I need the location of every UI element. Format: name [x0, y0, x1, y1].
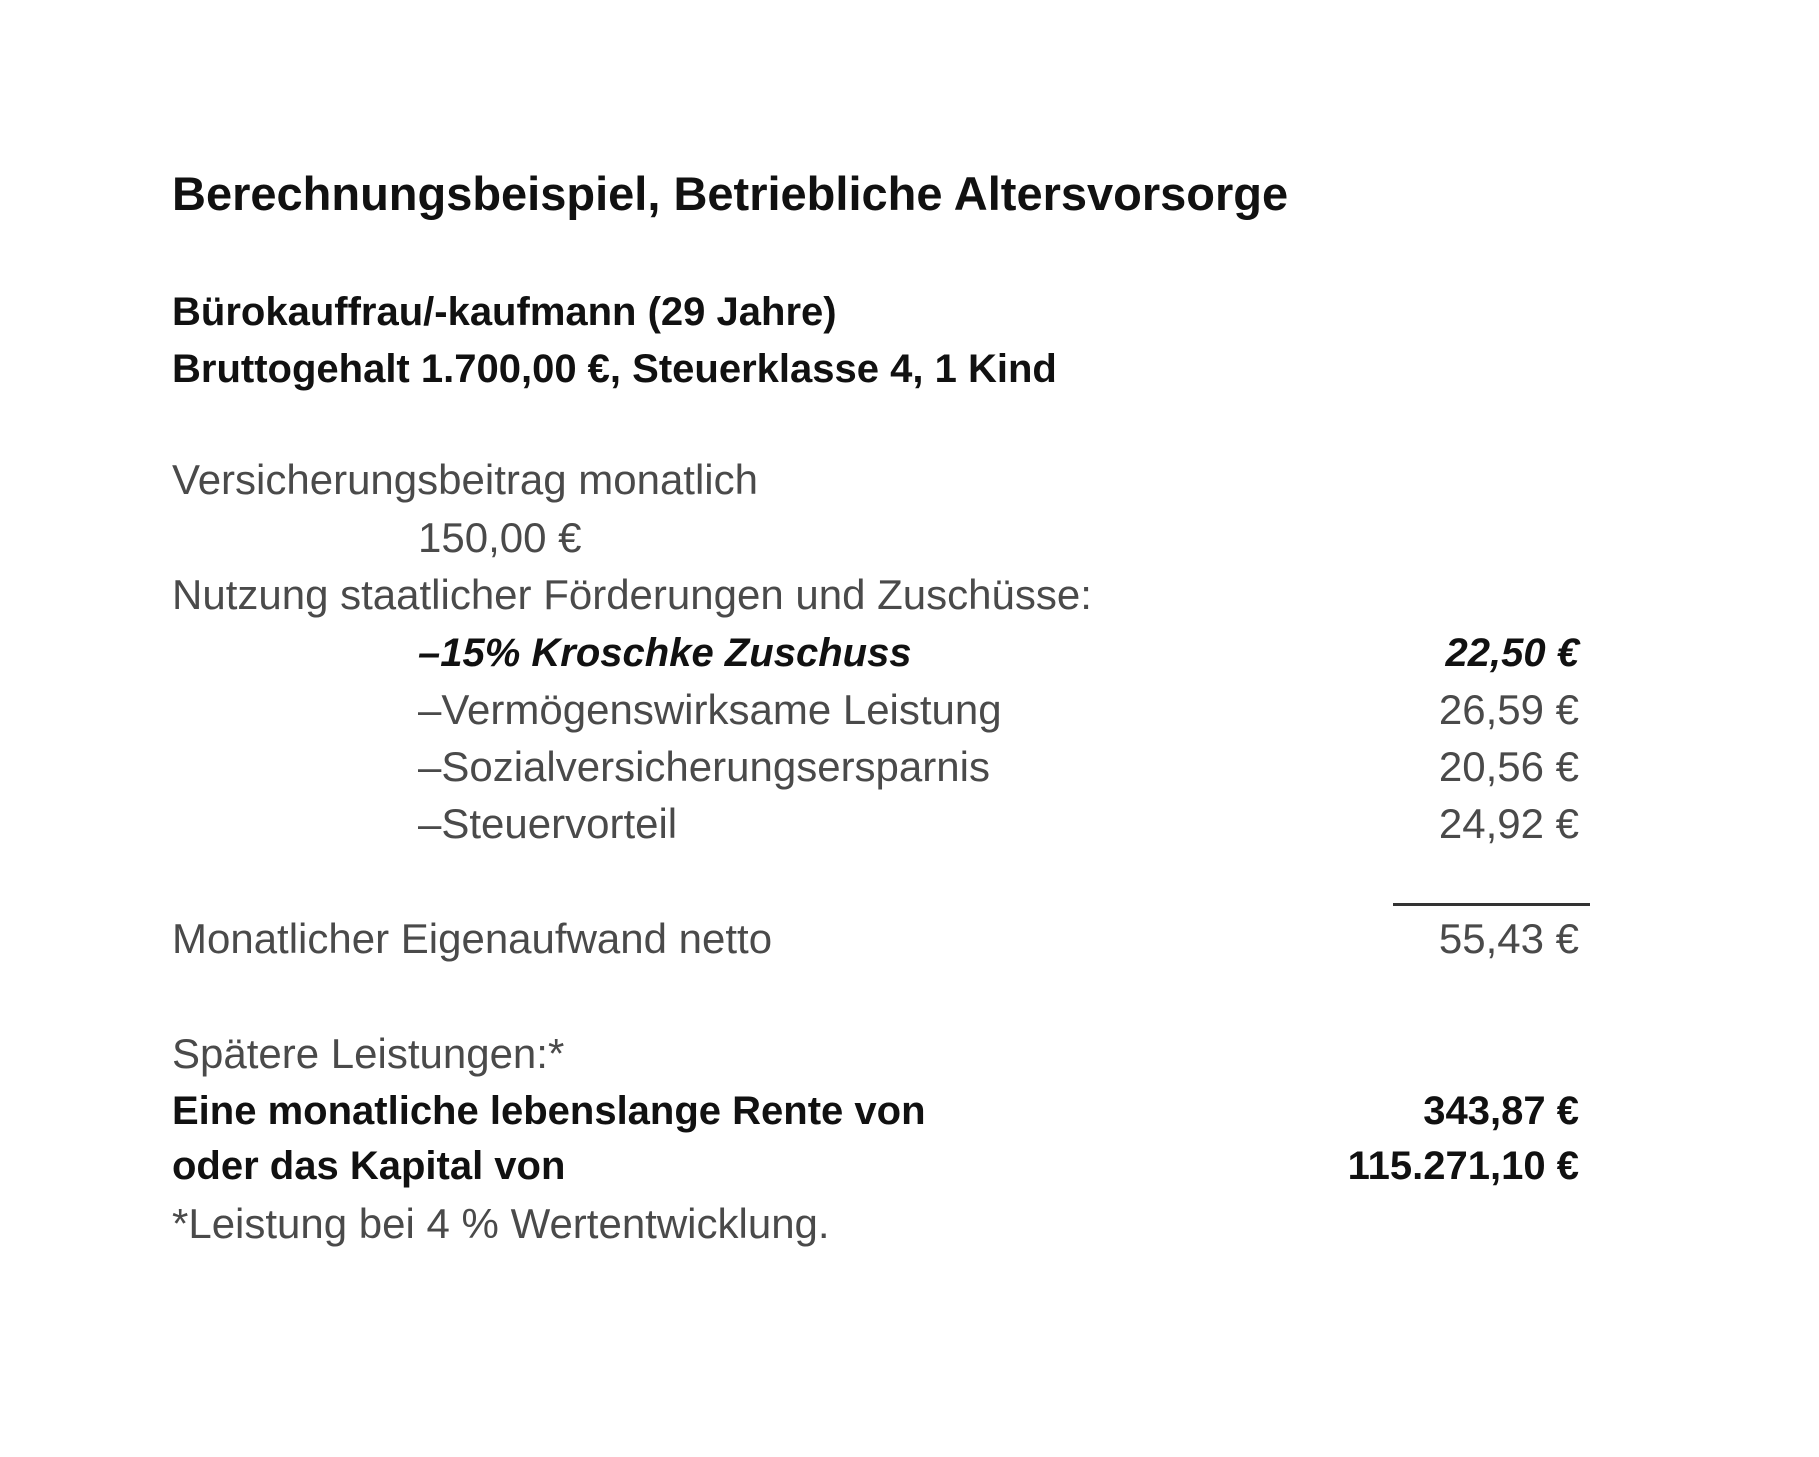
- sum-divider: [1393, 903, 1590, 906]
- contribution-label: Versicherungsbeitrag monatlich: [172, 456, 758, 503]
- profile-salary: Bruttogehalt 1.700,00 €, Steuerklasse 4, 1 Kind: [172, 347, 1057, 391]
- document-title: Berechnungsbeispiel, Betriebliche Altersvorsorge: [172, 167, 1289, 220]
- subsidy-item-tax-amount: 24,92 €: [1438, 800, 1579, 847]
- subsidy-item-tax-label: –Steuervorteil: [418, 800, 678, 847]
- subsidy-item-social-amount: 20,56 €: [1438, 743, 1579, 790]
- capital-amount: 115.271,10 €: [1347, 1144, 1579, 1188]
- subsidies-label: Nutzung staatlicher Förderungen und Zuschüsse:: [172, 571, 1092, 618]
- pension-amount: 343,87 €: [1423, 1089, 1579, 1133]
- subsidy-item-social-label: –Sozialversicherungsersparnis: [418, 743, 990, 790]
- subsidy-item-vwl-amount: 26,59 €: [1438, 686, 1579, 733]
- net-amount: 55,43 €: [1438, 915, 1579, 962]
- footnote: *Leistung bei 4 % Wertentwicklung.: [172, 1200, 830, 1247]
- benefits-label: Spätere Leistungen:*: [172, 1030, 565, 1077]
- subsidy-item-vwl-label: –Vermögenswirksame Leistung: [418, 686, 1002, 733]
- profile-occupation: Bürokauffrau/-kaufmann (29 Jahre): [172, 290, 837, 334]
- subsidy-item-kroschke-label: –15% Kroschke Zuschuss: [418, 631, 912, 675]
- pension-label: Eine monatliche lebenslange Rente von: [172, 1089, 926, 1133]
- contribution-amount: 150,00 €: [418, 514, 582, 561]
- capital-label: oder das Kapital von: [172, 1144, 566, 1188]
- net-label: Monatlicher Eigenaufwand netto: [172, 915, 773, 962]
- subsidy-item-kroschke-amount: 22,50 €: [1445, 631, 1579, 675]
